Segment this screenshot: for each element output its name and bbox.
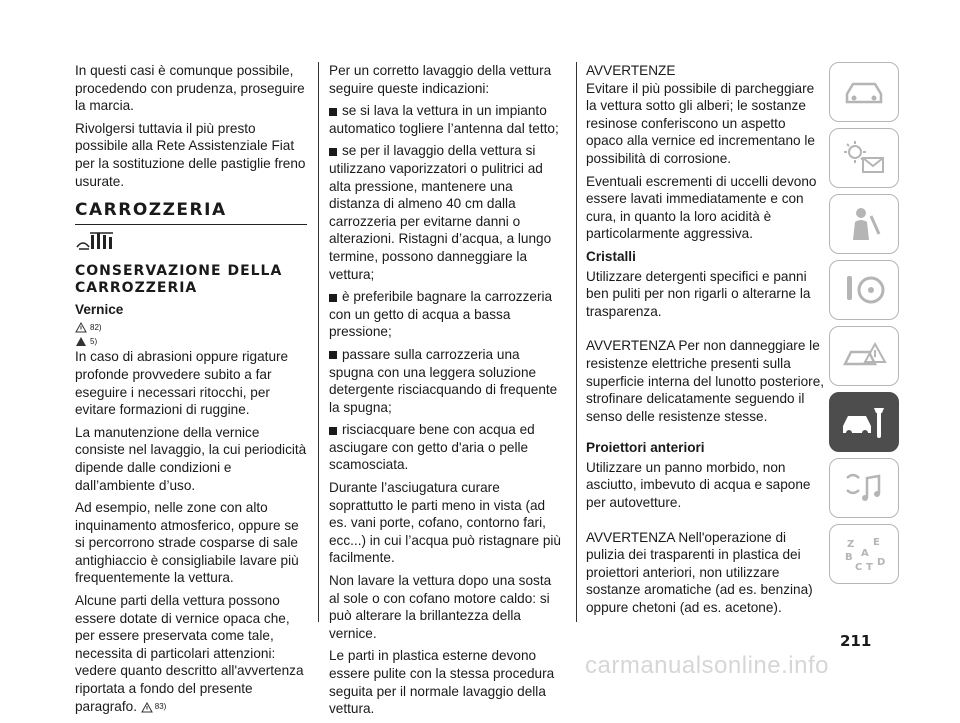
seatbelt-icon	[839, 204, 889, 244]
svg-text:E: E	[873, 537, 880, 548]
bullet-text: se si lava la vettura in un impianto automatico togliere l’antenna dal tetto;	[329, 103, 559, 136]
sun-warning-icon	[839, 138, 889, 178]
section-title: CARROZZERIA	[75, 202, 307, 225]
car-breakdown-icon	[839, 336, 889, 376]
avvertenze-title: AVVERTENZE	[586, 63, 676, 78]
bullet-item	[329, 102, 565, 137]
bullet-icon	[329, 294, 337, 302]
paragraph: Non lavare la vettura dopo una sosta al sole o con cofano motore caldo: si può alterare la brillantezza della vernice.	[329, 573, 552, 641]
warning-paragraph: AVVERTENZA Per non danneggiare le resistenze elettriche presenti sulla superficie interna del lunotto posteriore, strofinare delicatamente seguendo il senso delle resistenze stesse.	[586, 338, 825, 424]
column-divider	[318, 62, 319, 622]
svg-text:B: B	[845, 552, 853, 563]
svg-text:A: A	[861, 548, 869, 559]
tab-maintenance[interactable]	[829, 392, 899, 452]
column-right	[586, 62, 826, 622]
bullet-icon	[329, 351, 337, 359]
chapter-sidebar	[829, 62, 904, 590]
column-divider	[576, 62, 577, 622]
paragraph: Per un corretto lavaggio della vettura seguire queste indicazioni:	[329, 63, 552, 96]
tab-emergency[interactable]	[829, 326, 899, 386]
warning-ref	[75, 320, 307, 334]
tab-index[interactable]	[829, 524, 899, 584]
bullet-item	[329, 288, 565, 341]
warning-ref-inline	[141, 698, 167, 716]
car-wash-icon	[75, 229, 119, 253]
paragraph: La manutenzione della vernice consiste nel lavaggio, la cui periodicità dipende dalle condizioni e dall’ambiente d’uso.	[75, 424, 307, 493]
cristalli-title: Cristalli	[586, 248, 636, 264]
paragraph	[75, 592, 307, 716]
bullet-icon	[329, 148, 337, 156]
paragraph: Le parti in plastica esterne devono essere pulite con la stessa procedura seguita per il normale lavaggio della vettura.	[329, 648, 555, 717]
paragraph: In caso di abrasioni oppure rigature profonde provvedere subito a far eseguire i necessari ritocchi, per evitare formazioni di ruggine.	[75, 349, 289, 418]
tab-warnings[interactable]	[829, 128, 899, 188]
bullet-icon	[329, 108, 337, 116]
bullet-item	[329, 346, 565, 416]
bullet-text: è preferibile bagnare la carrozzeria con un getto di acqua a bassa pressione;	[329, 289, 553, 340]
warning-triangle-icon	[141, 702, 153, 713]
bullet-item	[329, 421, 565, 474]
wash-icon-row	[75, 229, 307, 255]
paragraph: Utilizzare detergenti specifici e panni ben puliti per non rigarli o alterarne la trasparenza.	[586, 268, 811, 319]
paragraph: Evitare il più possibile di parcheggiare la vettura sotto gli alberi; le sostanze resinose conferiscono un aspetto opaco alla vernice ed incrementano le possibilità di corrosione.	[586, 80, 815, 166]
warning-triangle-icon	[75, 322, 87, 333]
warning-paragraph: AVVERTENZA Nell'operazione di pulizia dei trasparenti in plastica dei proiettori anteriori, non utilizzare sostanze aromatiche (ad es. benzina) oppure chetoni (ad es. acetone).	[586, 529, 813, 616]
watermark: carmanualsonline.info	[585, 652, 829, 679]
multimedia-icon	[839, 468, 889, 508]
tab-multimedia[interactable]	[829, 458, 899, 518]
car-maintenance-icon	[839, 402, 889, 442]
paragraph: Eventuali escrementi di uccelli devono essere lavati immediatamente e con cura, in quanto la loro acidità è particolarmente aggressiva.	[586, 173, 817, 242]
info-ref-number: 5)	[90, 336, 98, 346]
column-left	[75, 62, 307, 721]
warning-ref-number: 83)	[154, 702, 167, 712]
column-middle	[329, 62, 565, 723]
bullet-item	[329, 142, 565, 283]
index-letters-icon	[839, 534, 889, 574]
page-number: 211	[840, 632, 872, 650]
svg-text:D: D	[877, 557, 886, 568]
info-ref	[75, 334, 307, 348]
vernice-title: Vernice	[75, 301, 124, 317]
bullet-text: risciacquare bene con acqua ed asciugare con getto d'aria o pelle scamosciata.	[329, 422, 535, 473]
svg-text:T: T	[866, 562, 873, 573]
paragraph: Ad esempio, nelle zone con alto inquinamento atmosferico, oppure se si percorrono strade cosparse di sale antighiaccio è consigliabile lavare più frequentemente la vettura.	[75, 500, 299, 586]
paragraph: Durante l’asciugatura curare soprattutto le parti meno in vista (ad es. vani porte, cofano, contorno fari, ecc...) in cui l’acqua può ristagnare più facilmente.	[329, 480, 561, 566]
caution-triangle-icon	[75, 336, 87, 347]
bullet-icon	[329, 427, 337, 435]
paragraph: Utilizzare un panno morbido, non asciutto, imbevuto di acqua e sapone per autovetture.	[586, 459, 811, 511]
paragraph-text: Alcune parti della vettura possono essere dotate di vernice opaca che, per essere preservata come tale, necessita di particolari attenzioni: vedere quanto descritto all'avvertenza riportata a fondo del presente paragrafo.	[75, 593, 304, 714]
intro-paragraph: In questi casi è comunque possibile, procedendo con prudenza, proseguire la marcia.	[75, 63, 305, 114]
tab-starting[interactable]	[829, 260, 899, 320]
proiettori-title: Proiettori anteriori	[586, 440, 705, 456]
bullet-text: se per il lavaggio della vettura si utilizzano vaporizzatori o pulitrici ad alta pressione, mantenere una distanza di almeno 40 cm dalla carrozzeria per evitarne danni o alterazioni. Ristagni d’acqua, a lungo termine, possono danneggiare la vettura;	[329, 143, 552, 282]
car-dashboard-icon	[839, 72, 889, 112]
intro-paragraph: Rivolgersi tuttavia il più presto possibile alla Rete Assistenziale Fiat per la sostituzione delle pastiglie freno usurate.	[75, 120, 306, 189]
bullet-text: passare sulla carrozzeria una spugna con una leggera soluzione detergente risciacquando di frequente la spugna;	[329, 346, 558, 415]
subsection-title: CONSERVAZIONE DELLA CARROZZERIA	[75, 262, 283, 296]
svg-text:C: C	[855, 562, 863, 573]
tab-safety[interactable]	[829, 194, 899, 254]
warning-ref-number: 82)	[90, 322, 102, 332]
svg-text:Z: Z	[847, 539, 855, 550]
tab-dashboard[interactable]	[829, 62, 899, 122]
key-steering-icon	[839, 270, 889, 310]
